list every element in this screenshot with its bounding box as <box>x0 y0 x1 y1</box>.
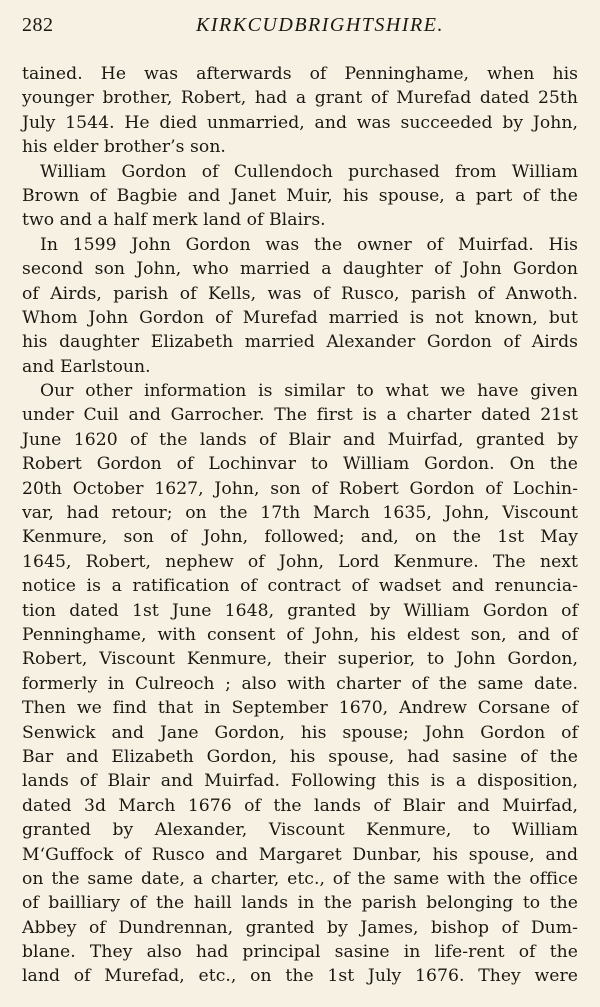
text-line: younger brother, Robert, had a grant of Murefad dated 25th <box>22 88 578 109</box>
text-line: formerly in Culreoch ; also with charter of the same date. <box>22 673 578 694</box>
text-line: of Airds, parish of Kells, was of Rusco, parish of Anwoth. <box>22 283 578 304</box>
text-line: In 1599 John Gordon was the owner of Muirfad. His <box>40 234 578 255</box>
text-line: his daughter Elizabeth married Alexander Gordon of Airds <box>22 332 578 353</box>
text-line: his elder brother’s son. <box>22 137 226 158</box>
text-line: Whom John Gordon of Murefad married is not known, but <box>22 307 578 328</box>
text-line: Brown of Bagbie and Janet Muir, his spouse, a part of the <box>22 185 578 206</box>
text-line: Penninghame, with consent of John, his eldest son, and of <box>22 624 578 645</box>
text-line: dated 3d March 1676 of the lands of Blair and Muirfad, <box>22 795 578 816</box>
paragraph <box>22 233 578 379</box>
text-line: Robert, Viscount Kenmure, their superior, to John Gordon, <box>22 649 578 670</box>
text-line: Senwick and Jane Gordon, his spouse; John Gordon of <box>22 722 578 743</box>
running-title: KIRKCUDBRIGHTSHIRE. <box>196 14 444 36</box>
paragraph <box>22 379 578 989</box>
text-line: William Gordon of Cullendoch purchased from William <box>40 161 578 182</box>
text-line: 1645, Robert, nephew of John, Lord Kenmure. The next <box>22 551 578 572</box>
text-line: notice is a ratification of contract of wadset and renuncia- <box>22 576 578 597</box>
running-head <box>22 14 578 44</box>
text-line: 20th October 1627, John, son of Robert Gordon of Lochin- <box>22 478 578 499</box>
text-line: Our other information is similar to what we have given <box>40 381 578 402</box>
text-line: July 1544. He died unmarried, and was succeeded by John, <box>22 112 578 133</box>
text-line: under Cuil and Garrocher. The first is a charter dated 21st <box>22 405 578 426</box>
text-line: lands of Blair and Muirfad. Following this is a disposition, <box>22 771 578 792</box>
text-line: M‘Guffock of Rusco and Margaret Dunbar, his spouse, and <box>22 844 578 865</box>
text-line: Robert Gordon of Lochinvar to William Gordon. On the <box>22 454 578 475</box>
text-line: of bailliary of the haill lands in the parish belonging to the <box>22 893 578 914</box>
text-line: granted by Alexander, Viscount Kenmure, to William <box>22 820 578 841</box>
text-line: Then we find that in September 1670, Andrew Corsane of <box>22 698 578 719</box>
text-line: second son John, who married a daughter of John Gordon <box>22 259 578 280</box>
text-line: and Earlstoun. <box>22 356 151 377</box>
text-line: two and a half merk land of Blairs. <box>22 210 326 231</box>
text-line: var, had retour; on the 17th March 1635, John, Viscount <box>22 503 578 524</box>
text-line: blane. They also had principal sasine in life-rent of the <box>22 942 578 963</box>
page-number: 282 <box>22 14 54 36</box>
text-line: Bar and Elizabeth Gordon, his spouse, had sasine of the <box>22 746 578 767</box>
text-line: June 1620 of the lands of Blair and Muirfad, granted by <box>22 429 578 450</box>
text-line: tained. He was afterwards of Penninghame, when his <box>22 64 578 84</box>
body-text <box>22 62 578 989</box>
text-line: Abbey of Dundrennan, granted by James, bishop of Dum- <box>22 917 578 938</box>
text-line: on the same date, a charter, etc., of the same with the office <box>22 868 578 889</box>
paragraph <box>22 160 578 233</box>
paragraph <box>22 62 578 160</box>
text-line: land of Murefad, etc., on the 1st July 1676. They were <box>22 966 578 987</box>
text-line: tion dated 1st June 1648, granted by William Gordon of <box>22 600 578 621</box>
text-line: Kenmure, son of John, followed; and, on the 1st May <box>22 527 578 548</box>
